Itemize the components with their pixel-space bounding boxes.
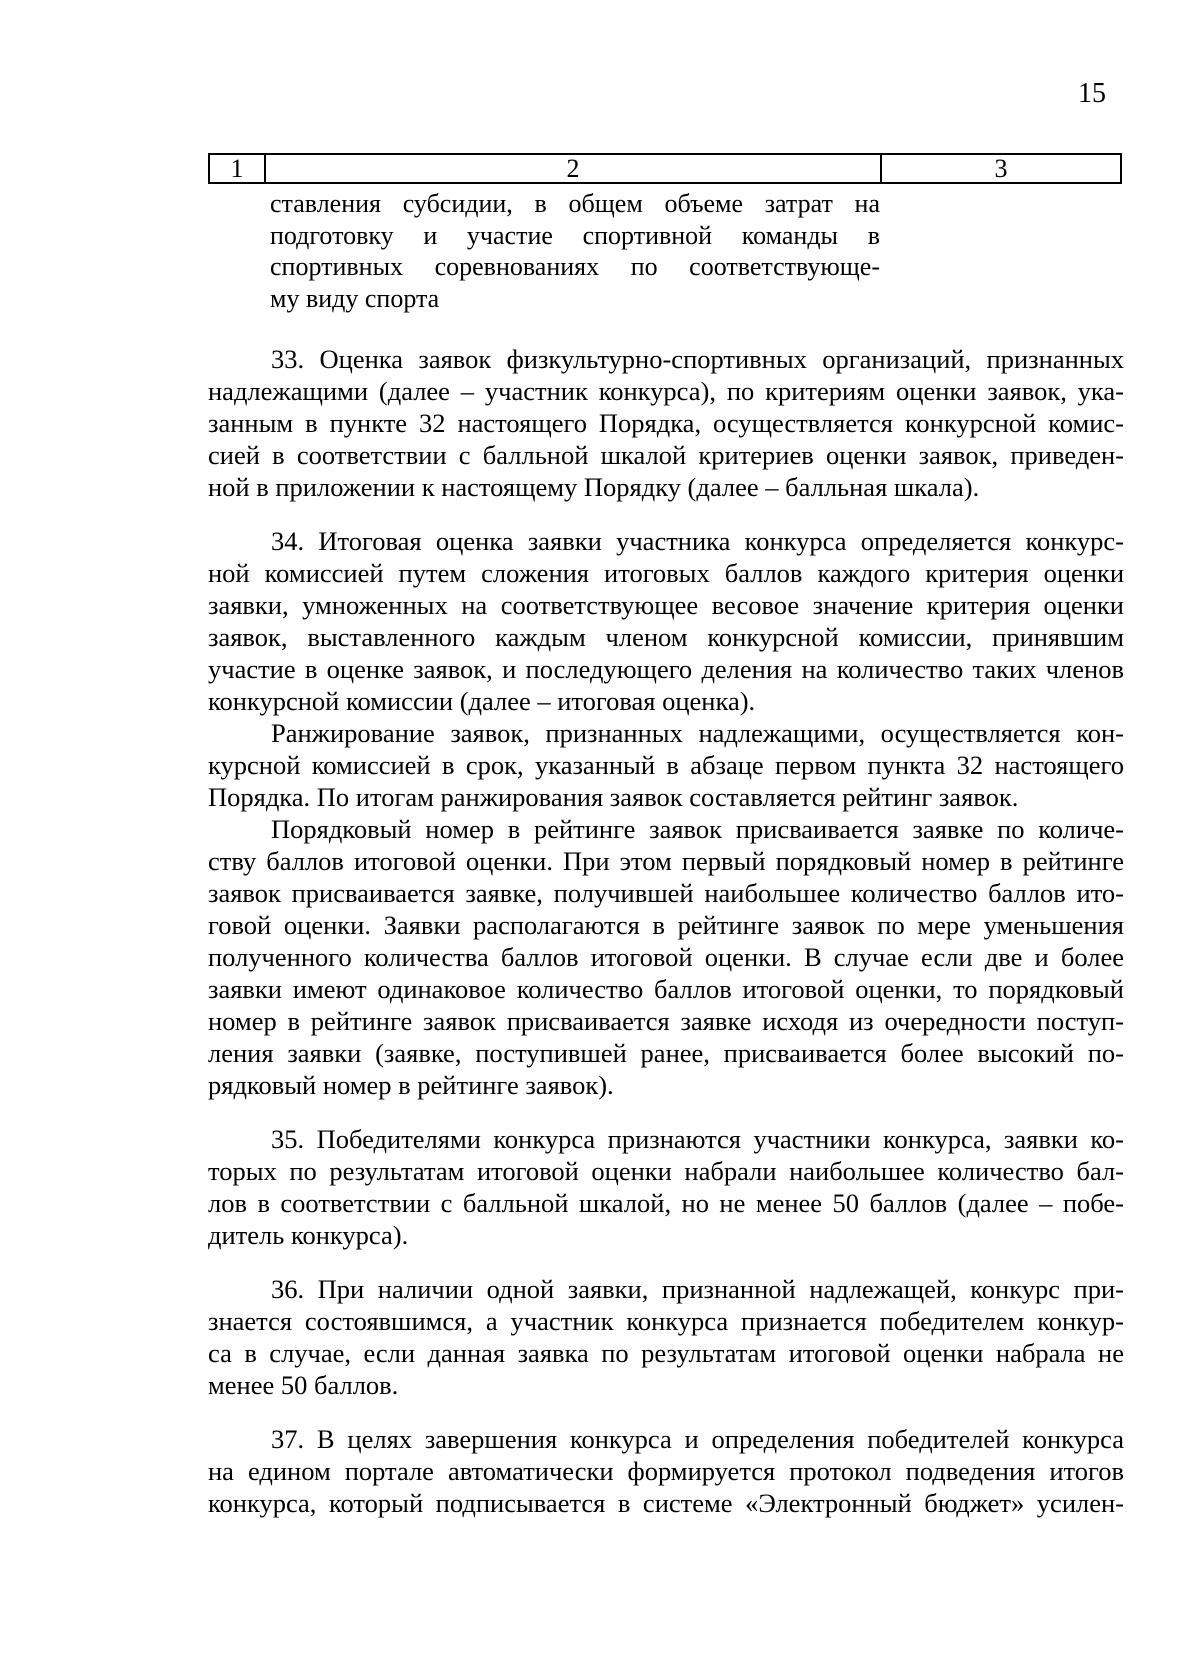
table-header-col-1: 1: [210, 155, 266, 182]
text-line: заявки, умноженных на соответствующее весовое значение критерия оценки: [208, 590, 1124, 620]
text-line: Порядковый номер в рейтинге заявок присваивается заявке по количе-: [271, 814, 1124, 844]
table-header-col-3: 3: [994, 154, 1008, 183]
table-cell-line: спортивных соревнованиях по соответствующе-: [270, 252, 880, 281]
document-body: [208, 343, 1124, 1519]
text-line: заявок присваивается заявке, получившей наибольшее количество баллов ито-: [208, 878, 1124, 908]
text-line: менее 50 баллов.: [208, 1370, 399, 1400]
text-line: конкурса, который подписывается в системе «Электронный бюджет» усилен-: [208, 1488, 1124, 1518]
paragraph-order-number: [208, 813, 1124, 1101]
text-line: ной в приложении к настоящему Порядку (далее – балльная шкала).: [208, 472, 980, 502]
table-cell-line: подготовку и участие спортивной команды в: [270, 220, 880, 250]
paragraph-35: [208, 1123, 1124, 1251]
table-cell-line: му виду спорта: [270, 283, 440, 313]
text-line: курсной комиссией в срок, указанный в абзаце первом пункта 32 настоящего: [208, 750, 1124, 780]
text-line: дитель конкурса).: [208, 1220, 409, 1250]
paragraph-ranking: [208, 717, 1124, 813]
text-line: ной комиссией путем сложения итоговых баллов каждого критерия оценки: [208, 558, 1124, 588]
table-continuation-cell: [270, 188, 880, 314]
text-line: Порядка. По итогам ранжирования заявок составляется рейтинг заявок.: [208, 782, 1019, 812]
text-line: говой оценки. Заявки располагаются в рейтинге заявок по мере уменьшения: [208, 910, 1124, 940]
paragraph-36: [208, 1273, 1124, 1401]
table-header-row: [208, 153, 1122, 184]
table-cell-line: ставления субсидии, в общем объеме затрат на: [270, 189, 880, 218]
text-line: торых по результатам итоговой оценки набрали наибольшее количество бал-: [208, 1156, 1124, 1186]
text-line: надлежащими (далее – участник конкурса), по критериям оценки заявок, ука-: [208, 376, 1124, 406]
text-line: 33. Оценка заявок физкультурно-спортивных организаций, признанных: [271, 344, 1124, 374]
text-line: лов в соответствии с балльной шкалой, но не менее 50 баллов (далее – побе-: [208, 1188, 1124, 1218]
text-line: знается состоявшимся, а участник конкурса признается победителем конкур-: [208, 1306, 1124, 1336]
text-line: Ранжирование заявок, признанных надлежащими, осуществляется кон-: [271, 718, 1124, 748]
paragraph-34: [208, 525, 1124, 717]
text-line: номер в рейтинге заявок присваивается заявке исходя из очередности поступ-: [208, 1006, 1124, 1036]
text-line: заявки имеют одинаковое количество баллов итоговой оценки, то порядковый: [208, 974, 1124, 1004]
text-line: ления заявки (заявке, поступившей ранее, присваивается более высокий по-: [208, 1038, 1124, 1068]
text-line: сией в соответствии с балльной шкалой критериев оценки заявок, приведен-: [208, 440, 1124, 470]
table-header-col-2: 2: [266, 155, 882, 182]
text-line: на едином портале автоматически формируется протокол подведения итогов: [208, 1456, 1124, 1486]
text-line: ству баллов итоговой оценки. При этом первый порядковый номер в рейтинге: [208, 846, 1124, 876]
page-number: 15: [1078, 78, 1106, 109]
text-line: са в случае, если данная заявка по результатам итоговой оценки набрала не: [208, 1338, 1124, 1368]
text-line: рядковый номер в рейтинге заявок).: [208, 1070, 614, 1100]
text-line: заявок, выставленного каждым членом конкурсной комиссии, принявшим: [208, 622, 1124, 652]
text-line: 37. В целях завершения конкурса и определения победителей конкурса: [271, 1424, 1124, 1454]
text-line: 35. Победителями конкурса признаются участники конкурса, заявки ко-: [271, 1124, 1124, 1154]
text-line: участие в оценке заявок, и последующего деления на количество таких членов: [208, 654, 1124, 684]
paragraph-33: [208, 343, 1124, 503]
text-line: конкурсной комиссии (далее – итоговая оценка).: [208, 686, 756, 716]
text-line: занным в пункте 32 настоящего Порядка, осуществляется конкурсной комис-: [208, 408, 1124, 438]
paragraph-37: [208, 1423, 1124, 1519]
text-line: полученного количества баллов итоговой оценки. В случае если две и более: [208, 942, 1124, 972]
text-line: 36. При наличии одной заявки, признанной надлежащей, конкурс при-: [271, 1274, 1124, 1304]
text-line: 34. Итоговая оценка заявки участника конкурса определяется конкурс-: [271, 526, 1124, 556]
